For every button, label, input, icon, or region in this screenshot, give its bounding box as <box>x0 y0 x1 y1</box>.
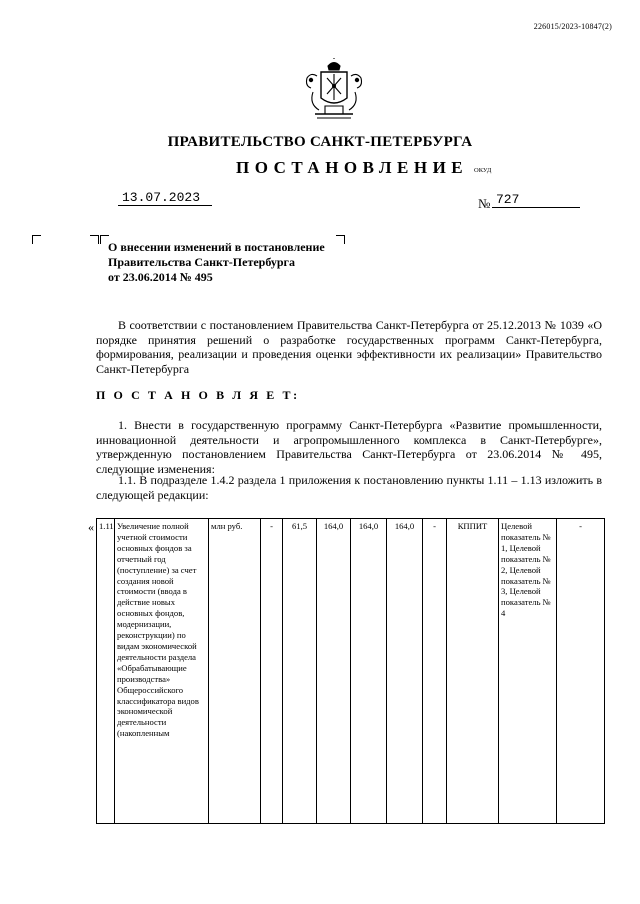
document-type-title: ПОСТАНОВЛЕНИЕ <box>236 158 469 177</box>
table-row <box>97 519 605 824</box>
subject-line: от 23.06.2014 № 495 <box>108 270 213 284</box>
value-cell: 61,5 <box>283 519 317 824</box>
number-sign: № <box>478 196 491 211</box>
decree-subject <box>108 240 368 285</box>
indicator-table <box>96 518 605 824</box>
corner-mark <box>32 235 41 244</box>
subject-line: О внесении изменений в постановление <box>108 240 325 254</box>
value-cell: - <box>261 519 283 824</box>
value-cell: 164,0 <box>387 519 423 824</box>
coat-of-arms-icon <box>303 58 365 122</box>
preamble-paragraph: В соответствии с постановлением Правительства Санкт-Петербурга от 25.12.2013 № 1039 «О порядке принятия решений о разработке государственных программ Санкт-Петербурга, формирования, реализации и проведения оценки эффективности их реализации» Правительство Санкт-Петербурга <box>96 318 602 376</box>
decree-date: 13.07.2023 <box>118 190 212 206</box>
item-1-paragraph: 1. Внести в государственную программу Санкт-Петербурга «Развитие промышленности, инновационной деятельности и агропромышленного комплекса в Санкт-Петербурге», утвержденную постановлением Правительства Санкт-Петербурга от 23.06.2014 № 495, следующие изменения: <box>96 418 602 476</box>
value-cell: 164,0 <box>317 519 351 824</box>
opening-quote: « <box>88 520 94 534</box>
item-1-1-paragraph: 1.1. В подразделе 1.4.2 раздела 1 приложения к постановлению пункты 1.11 – 1.13 изложить в следующей редакции: <box>96 473 602 502</box>
value-cell: 164,0 <box>351 519 387 824</box>
resolves-heading: П О С Т А Н О В Л Я Е Т: <box>96 388 300 402</box>
government-title: ПРАВИТЕЛЬСТВО САНКТ-ПЕТЕРБУРГА <box>167 134 473 150</box>
goal-indicator-cell: Целевой показатель № 1, Целевой показатель № 2, Целевой показатель № 3, Целевой показатель № 4 <box>499 519 557 824</box>
okud-label: ОКУД <box>474 167 492 174</box>
value-cell: - <box>423 519 447 824</box>
corner-mark <box>90 235 99 244</box>
indicator-name-cell: Увеличение полной учетной стоимости основных фондов за отчетный год (поступление) за счет создания новой стоимости (ввода в действие новых основных фондов, модернизации, реконструкции) по видам экономической деятельности раздела «Обрабатывающие производства» Общероссийского классификатора видов экономической деятельности (накопленным <box>115 519 209 824</box>
unit-cell: млн руб. <box>209 519 261 824</box>
subject-line: Правительства Санкт-Петербурга <box>108 255 296 269</box>
row-number-cell: 1.11 <box>97 519 115 824</box>
document-registration-number: 226015/2023-10847(2) <box>533 22 612 31</box>
executor-cell: КППИТ <box>447 519 499 824</box>
decree-number: 727 <box>492 192 580 208</box>
value-cell: - <box>557 519 605 824</box>
